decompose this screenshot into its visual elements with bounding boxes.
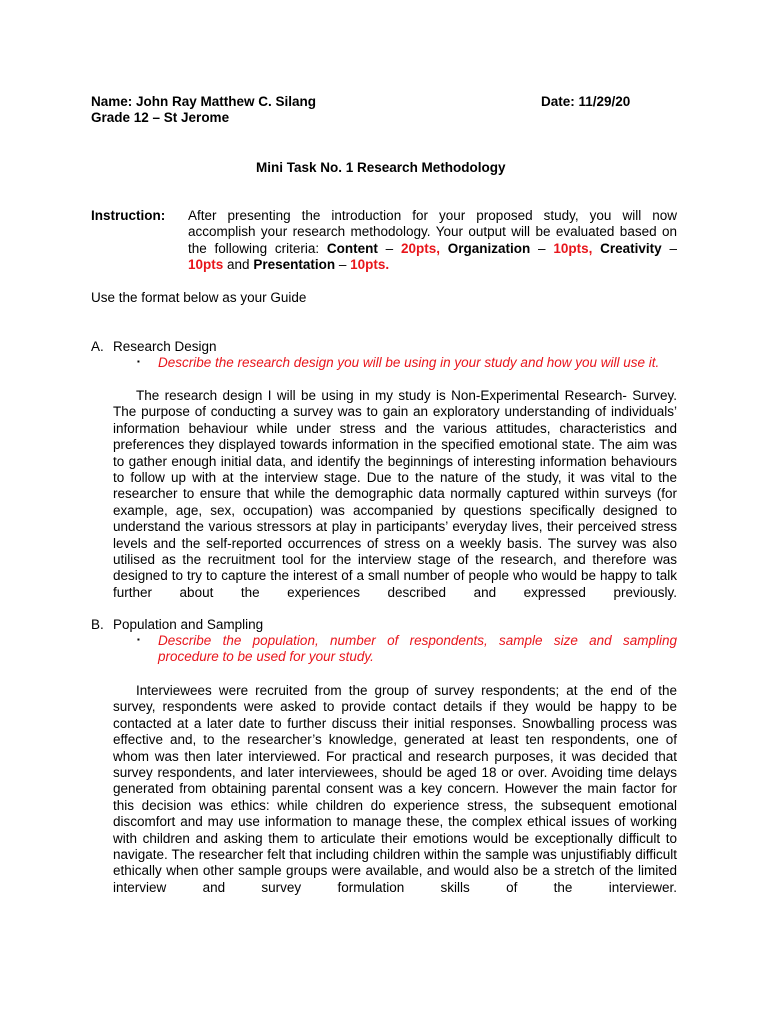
section-b-prompt	[158, 633, 677, 666]
section-a-prompt: Describe the research design you will be using in your study and how you will use it.	[158, 355, 660, 370]
instruction-line-2: accomplish your research methodology. Your output will be evaluated based on	[188, 224, 677, 240]
guide-text: Use the format below as your Guide	[91, 290, 307, 305]
section-a-body: The research design I will be using in my study is Non-Experimental Research- Survey. The purpose of conducting a survey was to gain an exploratory understanding of individuals’ information behaviour while under stress and the various attitudes, characteristics and preferences they displayed towards information in the specified emotional state. The aim was to gather enough initial data, and identify the beginnings of interesting information behaviours to follow up with at the interview stage. Due to the nature of the study, it was vital to the researcher to ensure that while the demographic data normally captured within surveys (for example, age, sex, occupation) was accompanied by questions specifically designed to understand the various stressors at play in participants’ everyday lives, their perceived stress levels and the self-reported occurrences of stress on a weekly basis. The survey was also utilised as the recruitment tool for the interview stage of the research, and therefore was designed to try to capture the interest of a small number of people who would be happy to talk further about the experiences described and expressed previously.	[113, 388, 677, 600]
student-name: Name: John Ray Matthew C. Silang	[91, 94, 317, 109]
criteria-creativity: Creativity	[600, 240, 662, 256]
instruction-line-3: the following criteria: Content – 20pts, Organization – 10pts, Creativity –	[188, 240, 677, 256]
criteria-presentation: Presentation	[253, 257, 336, 273]
criteria-content-points: 20pts,	[400, 240, 440, 256]
criteria-organization-points: 10pts,	[553, 240, 593, 256]
section-b-prompt-line-1: Describe the population, number of respondents, sample size and sampling	[158, 633, 677, 648]
submission-date: Date: 11/29/20	[541, 94, 631, 109]
bullet-icon: ▪	[137, 635, 140, 644]
criteria-creativity-points: 10pts	[188, 257, 224, 273]
criteria-presentation-points: 10pts.	[350, 257, 390, 273]
grade-section: Grade 12 – St Jerome	[91, 110, 230, 125]
section-a-heading: Research Design	[113, 339, 217, 354]
section-a-marker: A.	[91, 339, 104, 354]
criteria-organization: Organization	[447, 240, 531, 256]
instruction-text	[188, 208, 677, 274]
document-title: Mini Task No. 1 Research Methodology	[256, 160, 506, 175]
section-b-prompt-line-2: procedure to be used for your study.	[158, 649, 374, 665]
section-b-heading: Population and Sampling	[113, 617, 264, 632]
instruction-line-1: After presenting the introduction for your proposed study, you will now	[188, 208, 677, 223]
instruction-line-4: 10pts and Presentation – 10pts.	[188, 257, 390, 273]
bullet-icon: ▪	[137, 357, 140, 366]
criteria-content: Content	[326, 240, 378, 256]
section-b-body: Interviewees were recruited from the group of survey respondents; at the end of the survey, respondents were asked to provide contact details if they would be happy to be contacted at a later date to further discuss their initial responses. Snowballing process was effective and, to the researcher’s knowledge, generated at least ten respondents, one of whom was then later interviewed. For practical and research purposes, it was decided that survey respondents, and later interviewees, should be aged 18 or over. Avoiding time delays generated from obtaining parental consent was a key concern. However the main factor for this decision was ethics: while children do experience stress, the subsequent emotional discomfort and may use information to manage these, the complex ethical issues of working with children and asking them to articulate their emotions would be exceptionally difficult to navigate. The researcher felt that including children within the sample was unjustifiably difficult ethically when other sample groups were available, and would also be a stretch of the limited interview and survey formulation skills of the interviewer.	[113, 683, 677, 895]
section-b-marker: B.	[91, 617, 104, 632]
instruction-label: Instruction:	[91, 208, 166, 223]
